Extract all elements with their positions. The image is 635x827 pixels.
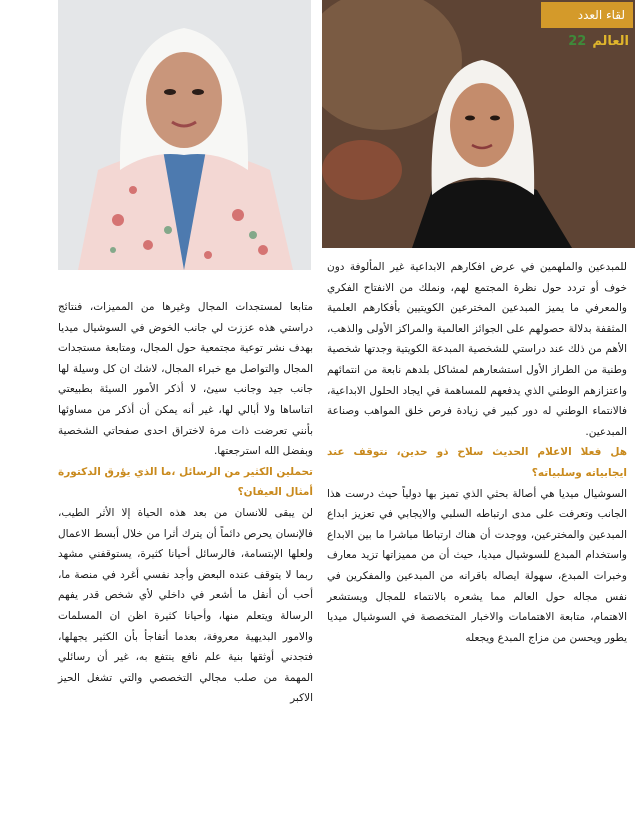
interview-question: هل فعلا الاعلام الحديث سلاح ذو حدين، نتوقف عند ايجابياته وسلبياته؟: [327, 446, 627, 479]
magazine-logo: العالم: [592, 34, 629, 49]
section-header: [541, 0, 633, 60]
magazine-brand: [568, 34, 629, 49]
page-number: 22: [568, 34, 587, 49]
article-paragraph: السوشيال ميديا هي أصالة بحثي الذي تميز بها دولياً حيث درست هذا الجانب وتعرفت على مدى ارتباطه السلبي والايجابي في تعزيز ابداع المبدعين والمخترعين، ووجدت أن هناك ارتباطا مباشرا ما بين الابداع واستخدام المبدع للسوشيال ميديا، حيث أن من مميزاتها تزيد معارف وخبرات المبدع، سهولة ايصاله باقرانه من المبدعين والمفكرين في نفس مجاله حول العالم مما يشعره بالانتماء للمجال ويستشعر الاهتمام، متابعة الاهتمامات والاخبار المتخصصة في السوشيال ميديا يطور ويحسن من مزاج المبدع ويجعله: [327, 487, 627, 644]
article-paragraph: لن يبقى للانسان من بعد هذه الحياة إلا الأثر الطيب، فالإنسان يحرص دائماً أن يترك أثرا من خلال أبسط الاعمال ولعلها الإبتسامة، فالرسائل أحيانا كثيرة، يستوقفني مشهد ربما لا يتوقف عنده البعض وأجد نفسي أغرد في منصة ما، أحب أن أنقل ما أشعر في داخلي لأي شخص قدر يفهم الرسالة ويتعلم منها، وأحيانا كثيرة اظن ان المسلمات والامور البديهية معروفة، بعدما أتفاجأ بأن الكثير يجهلها، فتجدني أوثقها بنية علم نافع ينتفع به، غير أن رسائلي المهمة من صلب مجالي التخصصي والتي تشغل الحيز الاكبر: [58, 506, 313, 705]
interview-question: تحملين الكثير من الرسائل ،ما الذي يؤرق الدكتورة أمثال العيفان؟: [58, 465, 313, 499]
article-column-right: [327, 257, 627, 648]
article-paragraph: للمبدعين والملهمين في عرض افكارهم الابداعية غير المألوفة دون خوف أو تردد حول نظرة المجتمع لهم، ونملك من الانفتاح الفكري والمعرفي ما يميز المبدعين المخترعين الكويتيين بأفكارهم العلمية المثقفة بدلالة حصولهم على الجوائز العالمية والمراكز الأولى والذهب، الأهم من ذلك عند دراستي للشخصية المبدعة الكويتية وجدتها شخصية وطنية من الطراز الأول استشعارهم لمشاكل بلدهم نابعة من انتمائهم واعتزازهم الوطني الذي يدفعهم للمساهمة في ايجاد الحلول الابداعية، فالانتماء الوطني له دور كبير في زيادة فرص خلق المواهب وصناعة المبدعين.: [327, 261, 627, 438]
portrait-photo-left: [58, 0, 311, 270]
section-title: لقاء العدد: [541, 2, 633, 28]
article-paragraph: متابعا لمستجدات المجال وغيرها من المميزات، فنتائج دراستي هذه عززت لي جانب الخوض في السوشيال ميديا بهدف نشر توعية مجتمعية حول المجال، ومتابعة مستجدات المجال والتواصل مع خبراء المجال، لاشك ان كل وسيلة لها جانب جيد وجانب سيئ، لا أذكر الأمور السيئة بطبيعتي اتناساها ولا أبالي لها، غير أنه يمكن أن أذكر من مساوئها بأنني تعرضت ذات مرة لاختراق احدى صفحاتي الشخصية وبفضل الله استرجعتها.: [58, 301, 313, 458]
article-column-left: [58, 297, 313, 709]
